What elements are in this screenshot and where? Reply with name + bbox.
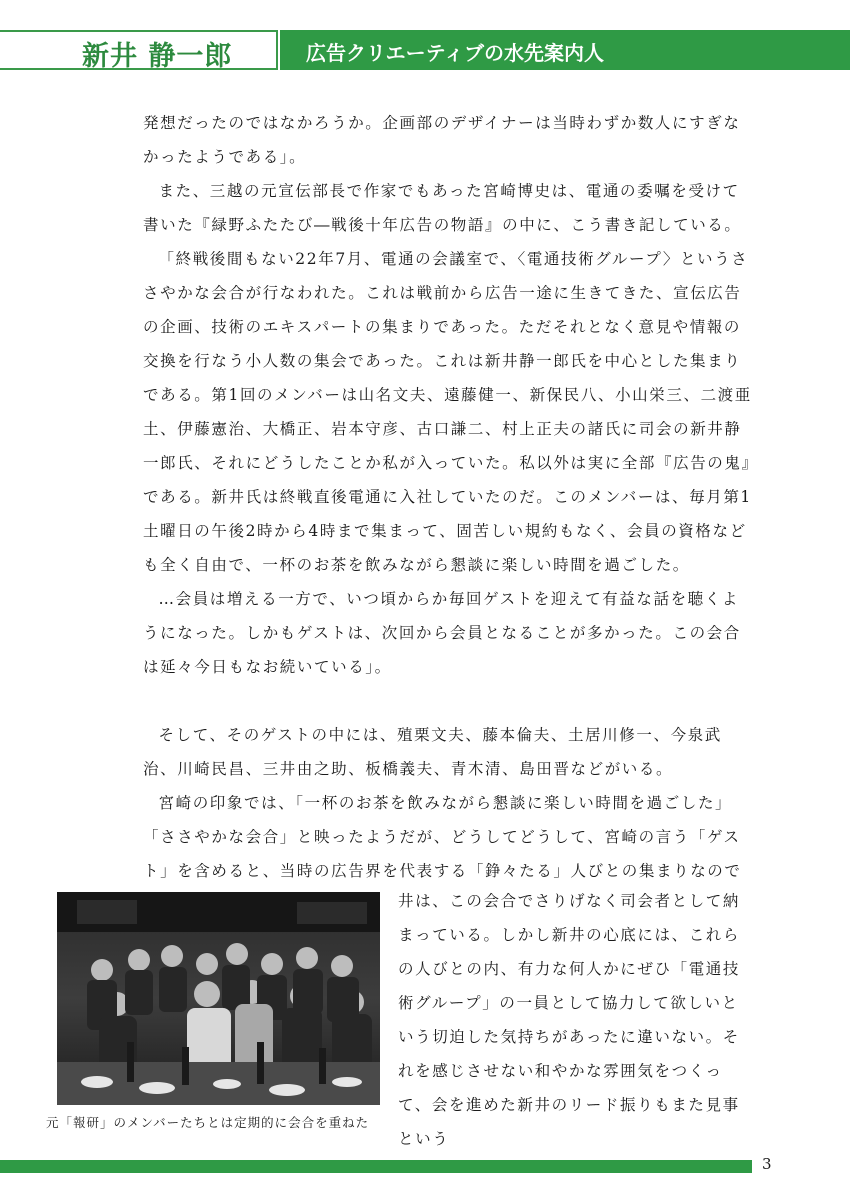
photo-caption: 元「報研」のメンバーたちとは定期的に会合を重ねた [46, 1115, 370, 1130]
paragraph-1: 発想だったのではなかろうか。企画部のデザイナーは当時わずか数人にすぎなかったようである」。 [143, 114, 741, 166]
paragraph-3-quote: 「終戦後間もない22年7月、電通の会議室で、〈電通技術グループ〉というささやかな会合が行なわれた。これは戦前から広告一途に生きてきた、宣伝広告の企画、技術のエキスパートの集まりであった。ただそれとなく意見や情報の交換を行なう小人数の集会であった。これは新井静一郎氏を中心とした集まりである。第1回のメンバーは山名文夫、遠藤健一、新保民八、小山栄三、二渡亜土、伊藤憲治、大橋正、岩本守彦、古口謙二、村上正夫の諸氏に司会の新井静一郎氏、それにどうしたことか私が入っていた。私以外は実に全部『広告の鬼』である。新井氏は終戦直後電通に入社していたのだ。このメンバーは、毎月第1土曜日の午後2時から4時まで集まって、固苦しい規約もなく、会員の資格なども全く自由で、一杯のお茶を飲みながら懇談に楽しい時間を過ごした。 [143, 250, 752, 574]
author-box [0, 30, 278, 70]
footer-bar [0, 1160, 752, 1173]
wrap-paragraph: 井は、この会合でさりげなく司会者として納まっている。しかし新井の心底には、これらの人びとの内、有力な何人かにぜひ「電通技術グループ」の一員として協力して欲しいという切迫した気持ちがあったに違いない。それを感じさせない和やかな雰囲気をつくって、会を進めた新井のリード振りもまた見事という [398, 892, 741, 1148]
series-banner [280, 30, 850, 70]
group-photo [57, 892, 380, 1105]
series-title: 広告クリエーティブの水先案内人 [306, 41, 604, 65]
article-body [143, 106, 753, 922]
paragraph-4-quote: …会員は増える一方で、いつ頃からか毎回ゲストを迎えて有益な話を聴くようになった。しかもゲストは、次回から会員となることが多かった。この会合は延々今日もなお続いている」。 [143, 590, 741, 676]
paragraph-5: そして、そのゲストの中には、殖栗文夫、藤本倫夫、土居川修一、今泉武治、川崎民昌、三井由之助、板橋義夫、青木清、島田晋などがいる。 [143, 726, 722, 778]
paragraph-6: 宮崎の印象では、「一杯のお茶を飲みながら懇談に楽しい時間を過ごした」「ささやかな会合」と映ったようだが、どうしてどうして、宮崎の言う「ゲスト」を含めると、当時の広告界を代表する「錚々たる」人びとの集まりなので [143, 794, 742, 880]
paragraph-2: また、三越の元宣伝部長で作家でもあった宮崎博史は、電通の委嘱を受けて書いた『緑野ふたたび―戦後十年広告の物語』の中に、こう書き記している。 [143, 182, 742, 234]
group-photo-image [57, 892, 380, 1105]
author-name: 新井 静一郎 [82, 41, 233, 72]
page-header [0, 30, 850, 72]
page-number: 3 [762, 1155, 772, 1173]
